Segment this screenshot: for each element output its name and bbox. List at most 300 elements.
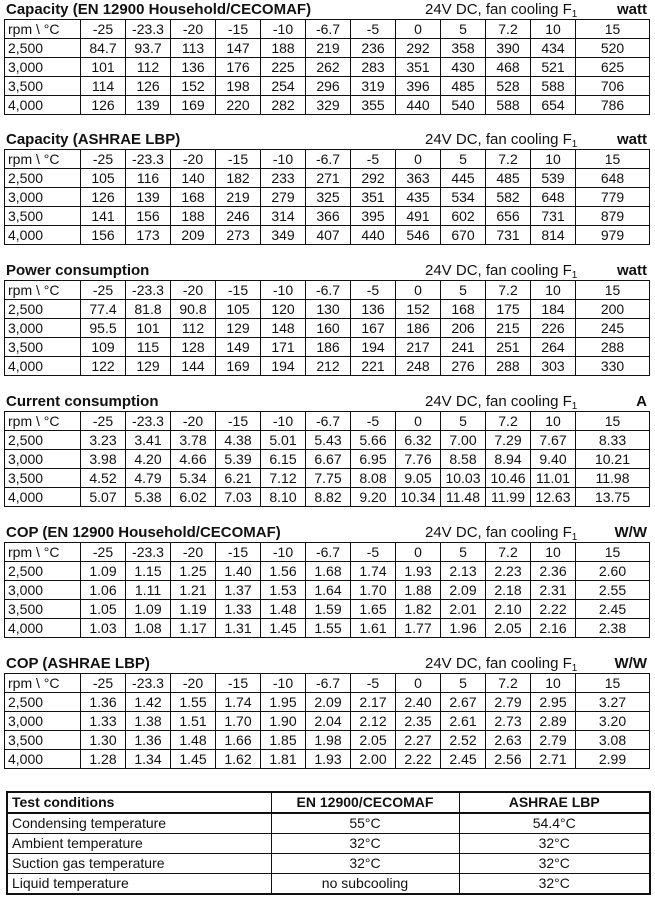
value-cell: 4.38 <box>216 431 261 450</box>
value-cell: 1.88 <box>396 581 441 600</box>
value-cell: 1.53 <box>261 581 306 600</box>
value-cell: 979 <box>576 226 650 245</box>
value-cell: 273 <box>216 226 261 245</box>
value-cell: 407 <box>306 226 351 245</box>
value-cell: 219 <box>216 188 261 207</box>
temperature-header-cell: -25 <box>81 674 126 693</box>
condition-subscript: 1 <box>571 9 578 20</box>
temperature-header-cell: 5 <box>441 412 486 431</box>
value-cell: 101 <box>81 58 126 77</box>
table-row <box>5 77 650 96</box>
section-condition <box>425 655 577 673</box>
rpm-cell: 4,000 <box>5 357 81 376</box>
value-cell: 186 <box>396 319 441 338</box>
value-cell: 1.17 <box>171 619 216 638</box>
value-cell: 1.64 <box>306 581 351 600</box>
value-cell: 9.40 <box>531 450 576 469</box>
value-cell: 7.03 <box>216 488 261 507</box>
table-row <box>5 58 650 77</box>
value-cell: 1.19 <box>171 600 216 619</box>
test-conditions-header-row <box>7 792 650 813</box>
temperature-header-cell: -15 <box>216 281 261 300</box>
value-cell: 11.98 <box>576 469 650 488</box>
value-cell: 330 <box>576 357 650 376</box>
value-cell: 786 <box>576 96 650 115</box>
header-row <box>5 674 650 693</box>
value-cell: 209 <box>171 226 216 245</box>
value-cell: 1.65 <box>351 600 396 619</box>
temperature-header-cell: 7.2 <box>486 412 531 431</box>
value-cell: 116 <box>126 169 171 188</box>
value-cell: 485 <box>486 169 531 188</box>
value-cell: 1.33 <box>81 712 126 731</box>
value-cell: 706 <box>576 77 650 96</box>
data-section <box>4 131 649 245</box>
value-cell: 540 <box>441 96 486 115</box>
value-cell: 7.76 <box>396 450 441 469</box>
value-cell: 8.33 <box>576 431 650 450</box>
temperature-header-cell: -23.3 <box>126 281 171 300</box>
table-row <box>5 731 650 750</box>
value-cell: 1.28 <box>81 750 126 769</box>
value-cell: 1.42 <box>126 693 171 712</box>
value-cell: 602 <box>441 207 486 226</box>
value-cell: 303 <box>531 357 576 376</box>
value-cell: 282 <box>261 96 306 115</box>
section-header <box>4 131 649 149</box>
column-header-cell: rpm \ °C <box>5 412 81 431</box>
section-unit: W/W <box>614 655 647 672</box>
value-cell: 351 <box>351 188 396 207</box>
value-cell: 8.82 <box>306 488 351 507</box>
temperature-header-cell: -23.3 <box>126 412 171 431</box>
value-cell: 468 <box>486 58 531 77</box>
value-cell: 4.79 <box>126 469 171 488</box>
rpm-cell: 3,500 <box>5 338 81 357</box>
condition-value-cell: no subcooling <box>271 874 459 895</box>
value-cell: 217 <box>396 338 441 357</box>
temperature-header-cell: 15 <box>576 543 650 562</box>
value-cell: 182 <box>216 169 261 188</box>
value-cell: 122 <box>81 357 126 376</box>
temperature-header-cell: -25 <box>81 281 126 300</box>
value-cell: 126 <box>126 77 171 96</box>
condition-text: 24V DC, fan cooling F <box>425 393 572 410</box>
section-unit: watt <box>617 1 647 18</box>
value-cell: 588 <box>486 96 531 115</box>
value-cell: 5.38 <box>126 488 171 507</box>
value-cell: 435 <box>396 188 441 207</box>
value-cell: 2.52 <box>441 731 486 750</box>
value-cell: 582 <box>486 188 531 207</box>
value-cell: 136 <box>171 58 216 77</box>
temperature-header-cell: -25 <box>81 20 126 39</box>
data-table <box>4 542 650 638</box>
condition-value-cell: 55°C <box>271 813 459 834</box>
value-cell: 7.67 <box>531 431 576 450</box>
temperature-header-cell: -23.3 <box>126 20 171 39</box>
value-cell: 2.16 <box>531 619 576 638</box>
value-cell: 1.59 <box>306 600 351 619</box>
value-cell: 2.79 <box>486 693 531 712</box>
value-cell: 1.33 <box>216 600 261 619</box>
rpm-cell: 2,500 <box>5 169 81 188</box>
rpm-cell: 4,000 <box>5 226 81 245</box>
value-cell: 434 <box>531 39 576 58</box>
value-cell: 95.5 <box>81 319 126 338</box>
temperature-header-cell: 7.2 <box>486 20 531 39</box>
value-cell: 2.95 <box>531 693 576 712</box>
value-cell: 2.22 <box>396 750 441 769</box>
rpm-cell: 3,000 <box>5 450 81 469</box>
temperature-header-cell: 10 <box>531 674 576 693</box>
value-cell: 534 <box>441 188 486 207</box>
rpm-cell: 2,500 <box>5 562 81 581</box>
value-cell: 2.09 <box>441 581 486 600</box>
value-cell: 1.82 <box>396 600 441 619</box>
temperature-header-cell: -6.7 <box>306 412 351 431</box>
value-cell: 81.8 <box>126 300 171 319</box>
value-cell: 90.8 <box>171 300 216 319</box>
table-row <box>5 469 650 488</box>
value-cell: 186 <box>306 338 351 357</box>
temperature-header-cell: 10 <box>531 150 576 169</box>
value-cell: 215 <box>486 319 531 338</box>
value-cell: 329 <box>306 96 351 115</box>
value-cell: 1.48 <box>171 731 216 750</box>
value-cell: 113 <box>171 39 216 58</box>
value-cell: 2.01 <box>441 600 486 619</box>
value-cell: 3.98 <box>81 450 126 469</box>
test-conditions-header-cell: Test conditions <box>7 792 271 813</box>
table-row <box>5 600 650 619</box>
value-cell: 5.01 <box>261 431 306 450</box>
value-cell: 1.93 <box>396 562 441 581</box>
table-row <box>5 562 650 581</box>
value-cell: 1.77 <box>396 619 441 638</box>
value-cell: 1.74 <box>351 562 396 581</box>
value-cell: 319 <box>351 77 396 96</box>
value-cell: 539 <box>531 169 576 188</box>
header-row <box>5 543 650 562</box>
value-cell: 325 <box>306 188 351 207</box>
value-cell: 1.95 <box>261 693 306 712</box>
value-cell: 2.40 <box>396 693 441 712</box>
temperature-header-cell: -5 <box>351 674 396 693</box>
temperature-header-cell: -23.3 <box>126 543 171 562</box>
value-cell: 2.45 <box>576 600 650 619</box>
test-conditions-row <box>7 874 650 895</box>
value-cell: 2.10 <box>486 600 531 619</box>
value-cell: 1.98 <box>306 731 351 750</box>
value-cell: 7.12 <box>261 469 306 488</box>
temperature-header-cell: 5 <box>441 20 486 39</box>
value-cell: 1.85 <box>261 731 306 750</box>
condition-text: 24V DC, fan cooling F <box>425 524 572 541</box>
value-cell: 1.21 <box>171 581 216 600</box>
value-cell: 395 <box>351 207 396 226</box>
value-cell: 2.22 <box>531 600 576 619</box>
value-cell: 779 <box>576 188 650 207</box>
temperature-header-cell: 0 <box>396 20 441 39</box>
value-cell: 7.29 <box>486 431 531 450</box>
section-unit: watt <box>617 131 647 148</box>
value-cell: 254 <box>261 77 306 96</box>
condition-value-cell: 32°C <box>459 854 650 874</box>
temperature-header-cell: 0 <box>396 412 441 431</box>
value-cell: 262 <box>306 58 351 77</box>
section-condition <box>425 262 577 280</box>
value-cell: 1.40 <box>216 562 261 581</box>
value-cell: 168 <box>171 188 216 207</box>
value-cell: 445 <box>441 169 486 188</box>
value-cell: 1.34 <box>126 750 171 769</box>
rpm-cell: 3,500 <box>5 469 81 488</box>
value-cell: 288 <box>486 357 531 376</box>
value-cell: 1.66 <box>216 731 261 750</box>
value-cell: 520 <box>576 39 650 58</box>
value-cell: 1.25 <box>171 562 216 581</box>
value-cell: 130 <box>306 300 351 319</box>
temperature-header-cell: 15 <box>576 20 650 39</box>
value-cell: 219 <box>306 39 351 58</box>
value-cell: 5.66 <box>351 431 396 450</box>
value-cell: 314 <box>261 207 306 226</box>
value-cell: 5.07 <box>81 488 126 507</box>
test-conditions-section <box>6 791 649 895</box>
value-cell: 184 <box>531 300 576 319</box>
value-cell: 194 <box>261 357 306 376</box>
value-cell: 2.36 <box>531 562 576 581</box>
value-cell: 241 <box>441 338 486 357</box>
value-cell: 3.23 <box>81 431 126 450</box>
value-cell: 296 <box>306 77 351 96</box>
condition-label-cell: Liquid temperature <box>7 874 271 895</box>
value-cell: 1.62 <box>216 750 261 769</box>
value-cell: 1.70 <box>351 581 396 600</box>
temperature-header-cell: 5 <box>441 674 486 693</box>
value-cell: 11.48 <box>441 488 486 507</box>
value-cell: 129 <box>216 319 261 338</box>
table-row <box>5 188 650 207</box>
value-cell: 5.43 <box>306 431 351 450</box>
table-row <box>5 96 650 115</box>
value-cell: 4.20 <box>126 450 171 469</box>
condition-subscript: 1 <box>571 532 578 543</box>
temperature-header-cell: -15 <box>216 412 261 431</box>
value-cell: 2.63 <box>486 731 531 750</box>
column-header-cell: rpm \ °C <box>5 20 81 39</box>
value-cell: 271 <box>306 169 351 188</box>
data-section <box>4 393 649 507</box>
value-cell: 521 <box>531 58 576 77</box>
value-cell: 528 <box>486 77 531 96</box>
value-cell: 171 <box>261 338 306 357</box>
value-cell: 2.18 <box>486 581 531 600</box>
section-header <box>4 1 649 19</box>
temperature-header-cell: -23.3 <box>126 150 171 169</box>
value-cell: 8.94 <box>486 450 531 469</box>
temperature-header-cell: -5 <box>351 20 396 39</box>
temperature-header-cell: -20 <box>171 674 216 693</box>
value-cell: 156 <box>81 226 126 245</box>
value-cell: 93.7 <box>126 39 171 58</box>
value-cell: 156 <box>126 207 171 226</box>
temperature-header-cell: -20 <box>171 543 216 562</box>
section-condition <box>425 524 577 542</box>
condition-subscript: 1 <box>571 663 578 674</box>
temperature-header-cell: 15 <box>576 150 650 169</box>
value-cell: 105 <box>216 300 261 319</box>
value-cell: 251 <box>486 338 531 357</box>
table-row <box>5 226 650 245</box>
value-cell: 1.56 <box>261 562 306 581</box>
value-cell: 2.23 <box>486 562 531 581</box>
test-conditions-header-cell: EN 12900/CECOMAF <box>271 792 459 813</box>
temperature-header-cell: 10 <box>531 412 576 431</box>
table-row <box>5 319 650 338</box>
value-cell: 355 <box>351 96 396 115</box>
value-cell: 1.45 <box>171 750 216 769</box>
value-cell: 2.60 <box>576 562 650 581</box>
value-cell: 1.08 <box>126 619 171 638</box>
column-header-cell: rpm \ °C <box>5 543 81 562</box>
value-cell: 2.67 <box>441 693 486 712</box>
value-cell: 152 <box>171 77 216 96</box>
rpm-cell: 2,500 <box>5 39 81 58</box>
value-cell: 175 <box>486 300 531 319</box>
value-cell: 366 <box>306 207 351 226</box>
value-cell: 7.00 <box>441 431 486 450</box>
value-cell: 2.27 <box>396 731 441 750</box>
value-cell: 814 <box>531 226 576 245</box>
temperature-header-cell: -6.7 <box>306 150 351 169</box>
value-cell: 292 <box>396 39 441 58</box>
condition-value-cell: 54.4°C <box>459 813 650 834</box>
value-cell: 731 <box>531 207 576 226</box>
section-title: Current consumption <box>6 393 159 410</box>
value-cell: 358 <box>441 39 486 58</box>
value-cell: 1.45 <box>261 619 306 638</box>
condition-label-cell: Suction gas temperature <box>7 854 271 874</box>
condition-text: 24V DC, fan cooling F <box>425 1 572 18</box>
rpm-cell: 3,500 <box>5 731 81 750</box>
value-cell: 656 <box>486 207 531 226</box>
temperature-header-cell: 5 <box>441 150 486 169</box>
condition-value-cell: 32°C <box>271 834 459 854</box>
test-conditions-table <box>6 791 651 895</box>
value-cell: 112 <box>171 319 216 338</box>
temperature-header-cell: -5 <box>351 150 396 169</box>
temperature-header-cell: 0 <box>396 281 441 300</box>
rpm-cell: 3,000 <box>5 58 81 77</box>
value-cell: 188 <box>261 39 306 58</box>
value-cell: 1.70 <box>216 712 261 731</box>
table-row <box>5 488 650 507</box>
temperature-header-cell: -15 <box>216 150 261 169</box>
value-cell: 233 <box>261 169 306 188</box>
value-cell: 2.99 <box>576 750 650 769</box>
value-cell: 11.99 <box>486 488 531 507</box>
value-cell: 2.55 <box>576 581 650 600</box>
condition-value-cell: 32°C <box>459 834 650 854</box>
temperature-header-cell: -10 <box>261 412 306 431</box>
value-cell: 2.31 <box>531 581 576 600</box>
value-cell: 173 <box>126 226 171 245</box>
value-cell: 2.05 <box>486 619 531 638</box>
value-cell: 152 <box>396 300 441 319</box>
value-cell: 148 <box>261 319 306 338</box>
temperature-header-cell: -20 <box>171 412 216 431</box>
value-cell: 139 <box>126 96 171 115</box>
value-cell: 6.02 <box>171 488 216 507</box>
value-cell: 194 <box>351 338 396 357</box>
section-condition <box>425 1 577 19</box>
condition-label-cell: Ambient temperature <box>7 834 271 854</box>
value-cell: 126 <box>81 96 126 115</box>
value-cell: 206 <box>441 319 486 338</box>
temperature-header-cell: -25 <box>81 543 126 562</box>
header-row <box>5 150 650 169</box>
value-cell: 245 <box>576 319 650 338</box>
value-cell: 430 <box>441 58 486 77</box>
temperature-header-cell: 0 <box>396 150 441 169</box>
table-row <box>5 712 650 731</box>
header-row <box>5 281 650 300</box>
value-cell: 221 <box>351 357 396 376</box>
table-row <box>5 431 650 450</box>
data-table <box>4 280 650 376</box>
value-cell: 1.30 <box>81 731 126 750</box>
temperature-header-cell: 5 <box>441 281 486 300</box>
value-cell: 9.05 <box>396 469 441 488</box>
value-cell: 1.55 <box>306 619 351 638</box>
rpm-cell: 3,500 <box>5 207 81 226</box>
section-header <box>4 655 649 673</box>
value-cell: 10.46 <box>486 469 531 488</box>
temperature-header-cell: 15 <box>576 281 650 300</box>
value-cell: 10.34 <box>396 488 441 507</box>
value-cell: 13.75 <box>576 488 650 507</box>
value-cell: 731 <box>486 226 531 245</box>
value-cell: 264 <box>531 338 576 357</box>
value-cell: 2.12 <box>351 712 396 731</box>
table-row <box>5 338 650 357</box>
value-cell: 11.01 <box>531 469 576 488</box>
value-cell: 101 <box>126 319 171 338</box>
rpm-cell: 4,000 <box>5 96 81 115</box>
value-cell: 10.21 <box>576 450 650 469</box>
test-conditions-row <box>7 813 650 834</box>
value-cell: 2.45 <box>441 750 486 769</box>
value-cell: 1.31 <box>216 619 261 638</box>
data-table <box>4 19 650 115</box>
value-cell: 8.08 <box>351 469 396 488</box>
value-cell: 4.52 <box>81 469 126 488</box>
value-cell: 2.89 <box>531 712 576 731</box>
value-cell: 1.74 <box>216 693 261 712</box>
value-cell: 2.35 <box>396 712 441 731</box>
value-cell: 1.51 <box>171 712 216 731</box>
value-cell: 3.41 <box>126 431 171 450</box>
data-table <box>4 673 650 769</box>
temperature-header-cell: -6.7 <box>306 20 351 39</box>
value-cell: 654 <box>531 96 576 115</box>
value-cell: 129 <box>126 357 171 376</box>
value-cell: 1.55 <box>171 693 216 712</box>
data-section <box>4 262 649 376</box>
value-cell: 648 <box>531 188 576 207</box>
